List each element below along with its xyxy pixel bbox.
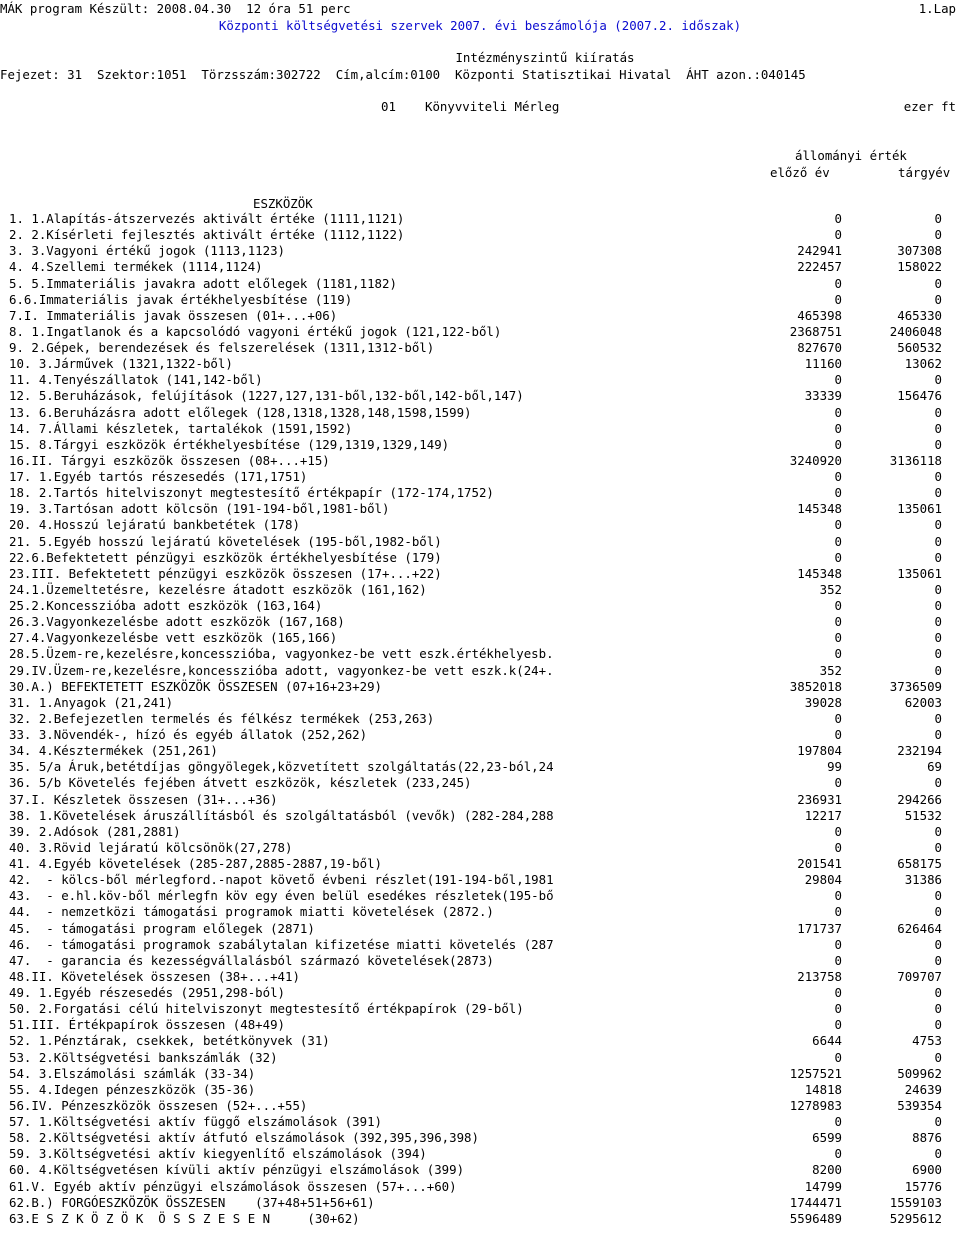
program-info: MÁK program Készült: 2008.04.30 12 óra 51 perc [0, 1, 351, 16]
row-label: 49. 1.Egyéb részesedés (2951,298-ból) [9, 985, 286, 1000]
row-label: 9. 2.Gépek, berendezések és felszerelések (1311,1312-ből) [9, 340, 435, 355]
row-label: 51.III. Értékpapírok összesen (48+49) [9, 1017, 286, 1033]
table-row [0, 743, 960, 759]
table-row [0, 308, 960, 324]
row-label: 60. 4.Költségvetésen kívüli aktív pénzügyi elszámolások (399) [9, 1162, 465, 1178]
row-label: 38. 1.Követelések áruszállításból és szolgáltatásból (vevők) (282-284,288 [9, 807, 554, 823]
prev-year-value: 0 [834, 291, 842, 307]
current-year-value: 0 [934, 581, 942, 597]
current-year-value: 135061 [897, 501, 942, 517]
prev-year-value: 0 [834, 646, 842, 662]
row-label: 32. 2.Befejezetlen termelés és félkész termékek (253,263) [9, 710, 435, 726]
form-number: 01 [381, 99, 396, 114]
row-label: 52. 1.Pénztárak, csekkek, betétkönyvek (31) [9, 1033, 330, 1049]
prev-year-value: 236931 [797, 791, 842, 807]
current-year-value: 24639 [904, 1081, 942, 1097]
current-year-value: 2406048 [889, 323, 942, 339]
prev-year-value: 0 [834, 533, 842, 549]
row-label: 2. 2.Kísérleti fejlesztés aktivált értéke (1112,1122) [9, 227, 405, 243]
prev-year-value: 0 [834, 952, 842, 968]
prev-year-value: 1278983 [789, 1097, 842, 1113]
current-year-value: 0 [934, 985, 942, 1000]
current-year-value: 62003 [904, 694, 942, 710]
prev-year-value: 8200 [812, 1162, 842, 1178]
row-label: 25.2.Koncesszióba adott eszközök (163,164) [9, 598, 323, 613]
table-row [0, 663, 960, 679]
current-year-value: 0 [934, 404, 942, 420]
row-label: 28.5.Üzem-re,kezelésre,koncesszióba, vagyonkez-be vett eszk.értékhelyesb. [9, 646, 554, 662]
prev-year-value: 5596489 [789, 1210, 842, 1226]
row-label: 8. 1.Ingatlanok és a kapcsolódó vagyoni értékű jogok (121,122-ből) [9, 323, 502, 339]
current-year-value: 0 [934, 211, 942, 226]
table-row [0, 969, 960, 985]
table-row [0, 1195, 960, 1211]
table-row [0, 1162, 960, 1178]
table-row [0, 372, 960, 388]
current-year-value: 0 [934, 372, 942, 388]
table-row [0, 630, 960, 646]
prev-year-value: 0 [834, 517, 842, 533]
report-title: Központi költségvetési szervek 2007. évi beszámolója (2007.2. időszak) [218, 18, 742, 33]
row-label: 13. 6.Beruházásra adott előlegek (128,1318,1328,148,1598,1599) [9, 404, 472, 420]
current-year-value: 3736509 [889, 678, 942, 694]
current-year-value: 0 [934, 727, 942, 742]
prev-year-value: 222457 [797, 259, 842, 275]
unit-label: ezer ft [903, 99, 956, 114]
page-number: 1.Lap [918, 1, 956, 16]
table-row [0, 727, 960, 743]
table-row [0, 1114, 960, 1130]
prev-year-value: 352 [819, 581, 842, 597]
prev-year-value: 0 [834, 936, 842, 952]
prev-year-value: 0 [834, 404, 842, 420]
row-label: 31. 1.Anyagok (21,241) [9, 694, 174, 710]
table-row [0, 824, 960, 840]
table-row [0, 421, 960, 437]
current-year-value: 626464 [897, 920, 942, 936]
table-row [0, 759, 960, 775]
current-year-value: 307308 [897, 243, 942, 259]
current-year-value: 31386 [904, 872, 942, 888]
table-row [0, 292, 960, 308]
table-row [0, 501, 960, 517]
row-label: 56.IV. Pénzeszközök összesen (52+...+55) [9, 1097, 308, 1113]
current-year-value: 0 [934, 420, 942, 436]
row-label: 59. 3.Költségvetési aktív kiegyenlítő elszámolások (394) [9, 1146, 427, 1162]
table-row [0, 1033, 960, 1049]
current-year-value: 0 [934, 1114, 942, 1129]
row-label: 57. 1.Költségvetési aktív függő elszámolások (391) [9, 1114, 382, 1129]
prev-year-value: 2368751 [789, 323, 842, 339]
current-year-value: 658175 [897, 856, 942, 871]
column-curr-label: tárgyév [898, 165, 951, 180]
table-row [0, 598, 960, 614]
table-row [0, 695, 960, 711]
table-row [0, 388, 960, 404]
table-row [0, 856, 960, 872]
table-row [0, 582, 960, 598]
row-label: 36. 5/b Követelés fejében átvett eszközök, készletek (233,245) [9, 775, 472, 791]
current-year-value: 0 [934, 227, 942, 243]
prev-year-value: 0 [834, 727, 842, 742]
current-year-value: 0 [934, 436, 942, 452]
current-year-value: 0 [934, 598, 942, 613]
prev-year-value: 0 [834, 775, 842, 791]
current-year-value: 0 [934, 291, 942, 307]
prev-year-value: 1744471 [789, 1194, 842, 1210]
prev-year-value: 213758 [797, 968, 842, 984]
current-year-value: 0 [934, 952, 942, 968]
prev-year-value: 0 [834, 1001, 842, 1017]
row-label: 58. 2.Költségvetési aktív átfutó elszámolások (392,395,396,398) [9, 1130, 479, 1146]
current-year-value: 539354 [897, 1097, 942, 1113]
row-label: 6.6.Immateriális javak értékhelyesbítése (119) [9, 291, 353, 307]
row-label: 21. 5.Egyéb hosszú lejáratú követelések (195-ből,1982-ből) [9, 533, 442, 549]
current-year-value: 0 [934, 533, 942, 549]
table-row [0, 646, 960, 662]
table-row [0, 711, 960, 727]
row-label: 50. 2.Forgatási célú hitelviszonyt megtestesítő értékpapírok (29-ből) [9, 1001, 524, 1017]
form-title: Könyvviteli Mérleg [425, 99, 560, 114]
table-row [0, 840, 960, 856]
row-label: 40. 3.Rövid lejáratú kölcsönök(27,278) [9, 839, 293, 855]
table-row [0, 1001, 960, 1017]
table-row [0, 227, 960, 243]
row-label: 4. 4.Szellemi termékek (1114,1124) [9, 259, 263, 275]
current-year-value: 0 [934, 614, 942, 630]
prev-year-value: 0 [834, 211, 842, 226]
prev-year-value: 0 [834, 598, 842, 613]
prev-year-value: 0 [834, 1017, 842, 1033]
table-row [0, 679, 960, 695]
current-year-value: 0 [934, 888, 942, 904]
row-label: 55. 4.Idegen pénzeszközök (35-36) [9, 1081, 256, 1097]
prev-year-value: 3240920 [789, 452, 842, 468]
current-year-value: 8876 [912, 1130, 942, 1146]
prev-year-value: 0 [834, 1049, 842, 1065]
current-year-value: 465330 [897, 307, 942, 323]
row-label: 7.I. Immateriális javak összesen (01+...+06) [9, 307, 338, 323]
table-row [0, 276, 960, 292]
row-label: 63.E S Z K Ö Z Ö K Ö S S Z E S E N (30+62) [9, 1210, 360, 1226]
table-row [0, 437, 960, 453]
table-row [0, 517, 960, 533]
row-label: 3. 3.Vagyoni értékű jogok (1113,1123) [9, 243, 286, 259]
current-year-value: 0 [934, 517, 942, 533]
row-label: 24.1.Üzemeltetésre, kezelésre átadott eszközök (161,162) [9, 581, 427, 597]
table-row [0, 1017, 960, 1033]
row-label: 44. - nemzetközi támogatási programok miatti követelések (2872.) [9, 904, 494, 920]
column-group-label: állományi érték [795, 148, 907, 163]
prev-year-value: 33339 [804, 388, 842, 404]
balance-table [0, 211, 960, 1227]
table-row [0, 808, 960, 824]
table-row [0, 775, 960, 791]
row-label: 47. - garancia és kezességvállalásból származó követelések(2873) [9, 952, 494, 968]
prev-year-value: 11160 [804, 356, 842, 372]
table-row [0, 243, 960, 259]
table-row [0, 485, 960, 501]
row-label: 53. 2.Költségvetési bankszámlák (32) [9, 1049, 278, 1065]
table-row [0, 566, 960, 582]
prev-year-value: 465398 [797, 307, 842, 323]
prev-year-value: 0 [834, 904, 842, 920]
current-year-value: 0 [934, 646, 942, 662]
current-year-value: 0 [934, 775, 942, 791]
current-year-value: 560532 [897, 340, 942, 355]
table-row [0, 1179, 960, 1195]
current-year-value: 0 [934, 485, 942, 501]
prev-year-value: 14818 [804, 1081, 842, 1097]
table-row [0, 550, 960, 566]
prev-year-value: 0 [834, 420, 842, 436]
prev-year-value: 99 [827, 759, 842, 775]
current-year-value: 4753 [912, 1033, 942, 1049]
row-label: 41. 4.Egyéb követelések (285-287,2885-2887,19-ből) [9, 856, 382, 871]
row-label: 39. 2.Adósok (281,2881) [9, 823, 181, 839]
current-year-value: 15776 [904, 1178, 942, 1194]
prev-year-value: 3852018 [789, 678, 842, 694]
row-label: 30.A.) BEFEKTETETT ESZKÖZÖK ÖSSZESEN (07+16+23+29) [9, 678, 382, 694]
prev-year-value: 0 [834, 436, 842, 452]
row-label: 48.II. Követelések összesen (38+...+41) [9, 968, 300, 984]
table-row [0, 1211, 960, 1227]
prev-year-value: 201541 [797, 856, 842, 871]
table-row [0, 453, 960, 469]
prev-year-value: 0 [834, 275, 842, 291]
table-row [0, 324, 960, 340]
current-year-value: 69 [927, 759, 942, 775]
current-year-value: 158022 [897, 259, 942, 275]
table-row [0, 534, 960, 550]
prev-year-value: 12217 [804, 807, 842, 823]
row-label: 42. - kölcs-ből mérlegford.-napot követő évbeni részlet(191-194-ből,1981 [9, 872, 554, 888]
row-label: 61.V. Egyéb aktív pénzügyi elszámolások összesen (57+...+60) [9, 1178, 457, 1194]
prev-year-value: 0 [834, 485, 842, 501]
row-label: 29.IV.Üzem-re,kezelésre,koncesszióba adott, vagyonkez-be vett eszk.k(24+. [9, 662, 554, 678]
current-year-value: 509962 [897, 1065, 942, 1081]
current-year-value: 0 [934, 936, 942, 952]
row-label: 45. - támogatási program előlegek (2871) [9, 920, 315, 936]
prev-year-value: 0 [834, 372, 842, 388]
column-prev-label: előző év [770, 165, 830, 180]
prev-year-value: 145348 [797, 501, 842, 517]
prev-year-value: 242941 [797, 243, 842, 259]
section-title: ESZKÖZÖK [253, 196, 313, 211]
row-label: 37.I. Készletek összesen (31+...+36) [9, 791, 278, 807]
table-row [0, 469, 960, 485]
row-label: 5. 5.Immateriális javakra adott előlegek (1181,1182) [9, 275, 397, 291]
row-label: 46. - támogatási programok szabálytalan kifizetése miatti követelés (287 [9, 936, 554, 952]
table-row [0, 953, 960, 969]
current-year-value: 0 [934, 549, 942, 565]
table-row [0, 1146, 960, 1162]
current-year-value: 0 [934, 1146, 942, 1162]
table-row [0, 921, 960, 937]
row-label: 19. 3.Tartósan adott kölcsön (191-194-ből,1981-ből) [9, 501, 390, 517]
prev-year-value: 0 [834, 630, 842, 646]
current-year-value: 0 [934, 904, 942, 920]
prev-year-value: 0 [834, 839, 842, 855]
row-label: 54. 3.Elszámolási számlák (33-34) [9, 1065, 256, 1081]
table-row [0, 340, 960, 356]
prev-year-value: 0 [834, 710, 842, 726]
table-row [0, 792, 960, 808]
current-year-value: 0 [934, 1001, 942, 1017]
prev-year-value: 0 [834, 1146, 842, 1162]
row-label: 17. 1.Egyéb tartós részesedés (171,1751) [9, 469, 308, 484]
row-label: 26.3.Vagyonkezelésbe adott eszközök (167,168) [9, 614, 345, 630]
table-row [0, 1066, 960, 1082]
table-row [0, 405, 960, 421]
row-label: 16.II. Tárgyi eszközök összesen (08+...+15) [9, 452, 330, 468]
prev-year-value: 0 [834, 823, 842, 839]
current-year-value: 0 [934, 1049, 942, 1065]
prev-year-value: 29804 [804, 872, 842, 888]
table-row [0, 888, 960, 904]
current-year-value: 5295612 [889, 1210, 942, 1226]
identifiers-line: Fejezet: 31 Szektor:1051 Törzsszám:302722 Cím,alcím:0100 Központi Statisztikai Hivatal ÁHT azon.:040145 [0, 67, 806, 82]
prev-year-value: 352 [819, 662, 842, 678]
table-row [0, 211, 960, 227]
row-label: 20. 4.Hosszú lejáratú bankbetétek (178) [9, 517, 300, 533]
row-label: 62.B.) FORGÓESZKÖZÖK ÖSSZESEN (37+48+51+56+61) [9, 1194, 375, 1210]
prev-year-value: 827670 [797, 340, 842, 355]
current-year-value: 709707 [897, 968, 942, 984]
table-row [0, 1050, 960, 1066]
current-year-value: 0 [934, 630, 942, 646]
table-row [0, 1130, 960, 1146]
table-row [0, 872, 960, 888]
row-label: 35. 5/a Áruk,betétdíjas göngyölegek,közvetített szolgáltatás(22,23-ból,24 [9, 759, 554, 775]
prev-year-value: 0 [834, 614, 842, 630]
table-row [0, 985, 960, 1001]
row-label: 34. 4.Késztermékek (251,261) [9, 743, 218, 759]
prev-year-value: 0 [834, 985, 842, 1000]
table-row [0, 356, 960, 372]
current-year-value: 156476 [897, 388, 942, 404]
prev-year-value: 0 [834, 469, 842, 484]
row-label: 10. 3.Járművek (1321,1322-ből) [9, 356, 233, 372]
current-year-value: 0 [934, 839, 942, 855]
table-row [0, 614, 960, 630]
row-label: 1. 1.Alapítás-átszervezés aktivált értéke (1111,1121) [9, 211, 405, 226]
current-year-value: 51532 [904, 807, 942, 823]
row-label: 14. 7.Állami készletek, tartalékok (1591,1592) [9, 420, 353, 436]
row-label: 33. 3.Növendék-, hízó és egyéb állatok (252,262) [9, 727, 368, 742]
prev-year-value: 6599 [812, 1130, 842, 1146]
listing-type: Intézményszintű kiíratás [455, 50, 635, 65]
current-year-value: 0 [934, 1017, 942, 1033]
current-year-value: 135061 [897, 565, 942, 581]
current-year-value: 0 [934, 823, 942, 839]
prev-year-value: 197804 [797, 743, 842, 759]
prev-year-value: 145348 [797, 565, 842, 581]
prev-year-value: 1257521 [789, 1065, 842, 1081]
current-year-value: 232194 [897, 743, 942, 759]
row-label: 27.4.Vagyonkezelésbe vett eszközök (165,166) [9, 630, 338, 646]
row-label: 43. - e.hl.köv-ből mérlegfn köv egy éven belül esedékes részletek(195-bő [9, 888, 554, 904]
prev-year-value: 14799 [804, 1178, 842, 1194]
prev-year-value: 0 [834, 227, 842, 243]
table-row [0, 259, 960, 275]
row-label: 12. 5.Beruházások, felújítások (1227,127,131-ből,132-ből,142-ből,147) [9, 388, 524, 404]
table-row [0, 904, 960, 920]
current-year-value: 13062 [904, 356, 942, 372]
current-year-value: 0 [934, 662, 942, 678]
prev-year-value: 39028 [804, 694, 842, 710]
current-year-value: 294266 [897, 791, 942, 807]
table-row [0, 937, 960, 953]
prev-year-value: 6644 [812, 1033, 842, 1049]
table-row [0, 1098, 960, 1114]
current-year-value: 0 [934, 710, 942, 726]
current-year-value: 0 [934, 469, 942, 484]
row-label: 11. 4.Tenyészállatok (141,142-ből) [9, 372, 263, 388]
prev-year-value: 0 [834, 888, 842, 904]
table-row [0, 1082, 960, 1098]
row-label: 22.6.Befektetett pénzügyi eszközök értékhelyesbítése (179) [9, 549, 442, 565]
row-label: 18. 2.Tartós hitelviszonyt megtestesítő értékpapír (172-174,1752) [9, 485, 494, 501]
prev-year-value: 0 [834, 1114, 842, 1129]
current-year-value: 0 [934, 275, 942, 291]
prev-year-value: 0 [834, 549, 842, 565]
current-year-value: 6900 [912, 1162, 942, 1178]
current-year-value: 1559103 [889, 1194, 942, 1210]
row-label: 23.III. Befektetett pénzügyi eszközök összesen (17+...+22) [9, 565, 442, 581]
row-label: 15. 8.Tárgyi eszközök értékhelyesbítése (129,1319,1329,149) [9, 436, 450, 452]
prev-year-value: 171737 [797, 920, 842, 936]
current-year-value: 3136118 [889, 452, 942, 468]
